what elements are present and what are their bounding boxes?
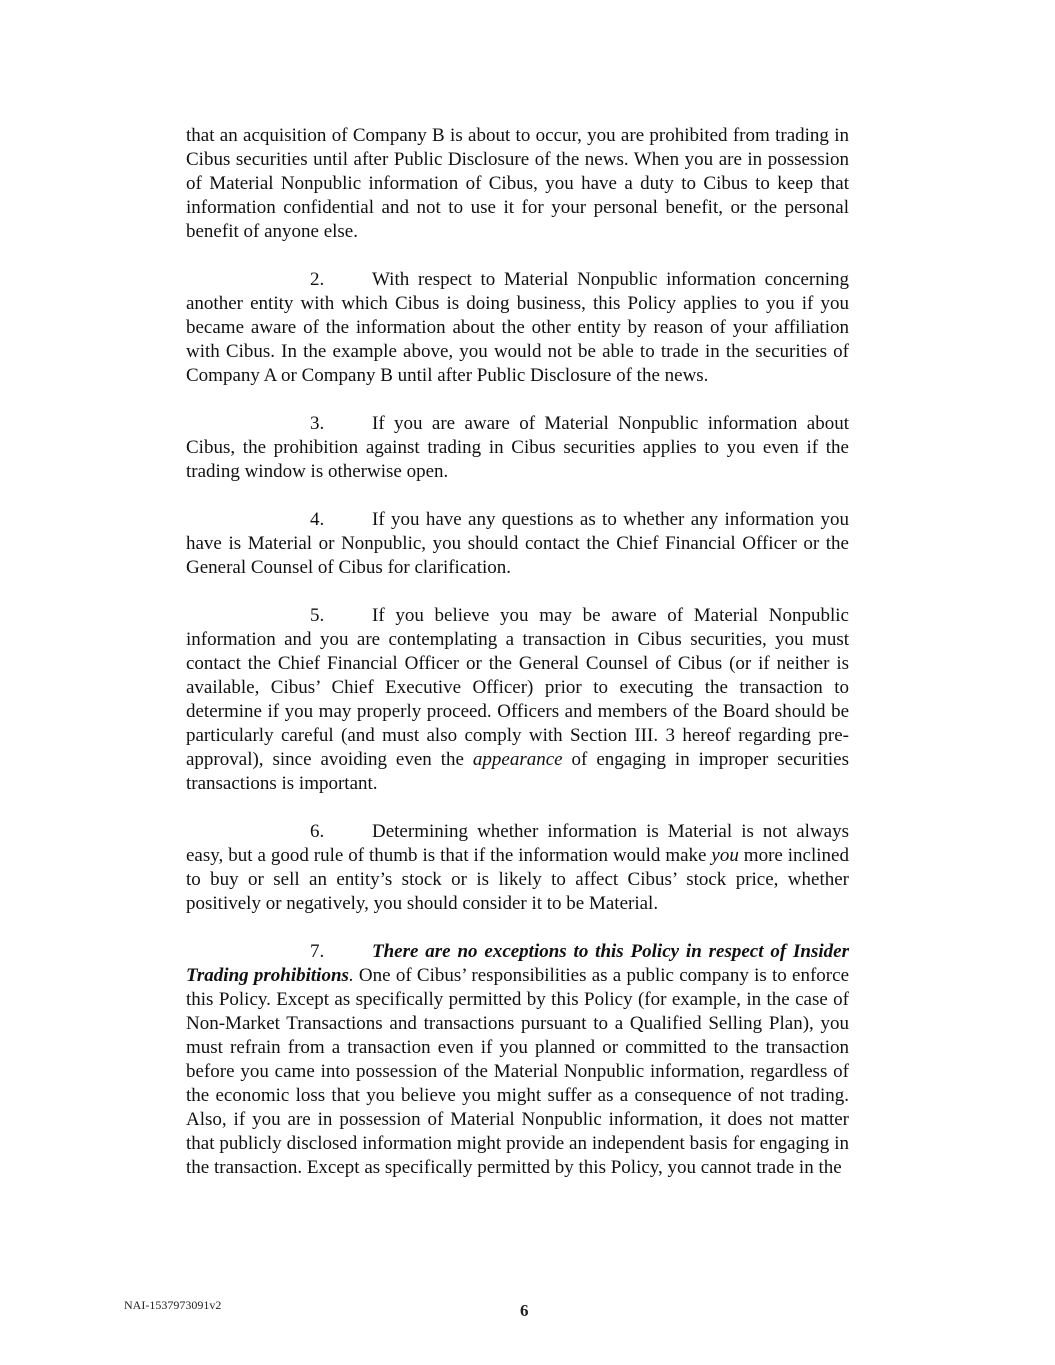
item-text: With respect to Material Nonpublic information concerning another entity with which Cibus is doing business, this Policy applies to you if you became aware of the information about the other entity by reason of your affiliation with Cibus. In the example above, you would not be able to trade in the securities of Company A or Company B until after Public Disclosure of the news. [186,269,849,386]
item-number: 7. [310,941,325,962]
item-text-tail: of engaging in improper securities transactions is important. [186,749,849,794]
item-number: 3. [310,413,325,434]
item-number: 2. [310,269,325,290]
page-number: 6 [520,1301,529,1320]
list-item-4 [186,508,849,580]
item-text-tail: more inclined to buy or sell an entity’s stock or is likely to affect Cibus’ stock price, whether positively or negatively, you should consider it to be Material. [186,845,849,914]
document-body [186,124,849,1204]
item-text: One of Cibus’ responsibilities as a public company is to enforce this Policy. Except as specifically permitted by this Policy (for example, in the case of Non-Market Transactions and transactions pursuant to a Qualified Selling Plan), you must refrain from a transaction even if you planned or committed to the transaction before you came into possession of the Material Nonpublic information, regardless of the economic loss that you believe you might suffer as a consequence of not trading. Also, if you are in possession of Material Nonpublic information, it does not matter that publicly disclosed information might provide an independent basis for engaging in the transaction. Except as specifically permitted by this Policy, you cannot trade in the [186,965,850,1178]
list-item-7 [186,940,849,1180]
item-text: Determining whether information is Material is not always easy, but a good rule of thumb is that if the information would make [186,821,849,866]
item-text: If you are aware of Material Nonpublic information about Cibus, the prohibition against trading in Cibus securities applies to you even if the trading window is otherwise open. [186,413,849,482]
list-item-6 [186,820,849,916]
list-item-3 [186,412,849,484]
intro-paragraph: that an acquisition of Company B is about to occur, you are prohibited from trading in Cibus securities until after Public Disclosure of the news. When you are in possession of Material Nonpublic information of Cibus, you have a duty to Cibus to keep that information confidential and not to use it for your personal benefit, or the personal benefit of anyone else. [186,125,849,242]
item-heading: There are no exceptions to this Policy in respect of Insider Trading prohibitions [186,941,849,986]
list-item-2 [186,268,849,388]
item-number: 5. [310,605,325,626]
list-item-5 [186,604,849,796]
item-number: 4. [310,509,325,530]
item-text: If you believe you may be aware of Material Nonpublic information and you are contemplating a transaction in Cibus securities, you must contact the Chief Financial Officer or the General Counsel of Cibus (or if neither is available, Cibus’ Chief Executive Officer) prior to executing the transaction to determine if you may properly proceed. Officers and members of the Board should be particularly careful (and must also comply with Section III. 3 hereof regarding pre-approval), since avoiding even the [186,605,849,770]
item-number: 6. [310,821,325,842]
item-emphasis: appearance [472,749,563,770]
item-text: If you have any questions as to whether any information you have is Material or Nonpublic, you should contact the Chief Financial Officer or the General Counsel of Cibus for clarification. [186,509,849,578]
item-heading-period: . [348,965,354,986]
item-emphasis: you [711,845,739,866]
document-id: NAI-1537973091v2 [124,1298,222,1312]
